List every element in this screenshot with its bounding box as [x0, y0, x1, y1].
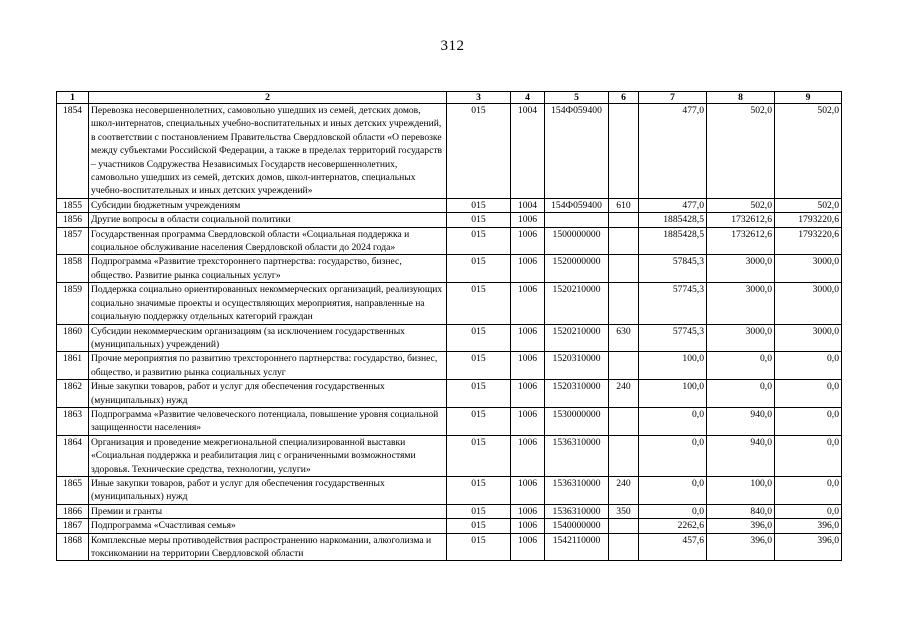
row-amount-8: 100,0	[707, 476, 775, 504]
table-row	[57, 519, 842, 533]
row-number: 1868	[57, 533, 89, 561]
table-row	[57, 407, 842, 435]
row-target-code: 1520310000	[545, 380, 609, 408]
row-section-code: 1006	[511, 213, 545, 227]
row-expense-type	[609, 435, 639, 476]
row-ministry-code: 015	[447, 533, 511, 561]
row-expense-type: 240	[609, 476, 639, 504]
row-number: 1860	[57, 324, 89, 352]
row-number: 1864	[57, 435, 89, 476]
row-section-code: 1006	[511, 352, 545, 380]
row-target-code: 1520210000	[545, 324, 609, 352]
row-amount-7: 477,0	[639, 104, 707, 199]
row-section-code: 1006	[511, 519, 545, 533]
table-row	[57, 476, 842, 504]
row-section-code: 1006	[511, 407, 545, 435]
col-header-6: 6	[609, 92, 639, 104]
row-target-code: 1520000000	[545, 255, 609, 283]
row-name: Другие вопросы в области социальной политики	[89, 213, 447, 227]
row-expense-type	[609, 519, 639, 533]
row-amount-9: 3000,0	[775, 255, 842, 283]
table-row	[57, 352, 842, 380]
table-body	[57, 104, 842, 561]
row-target-code: 1536310000	[545, 476, 609, 504]
row-section-code: 1004	[511, 104, 545, 199]
row-amount-7: 1885428,5	[639, 227, 707, 255]
row-number: 1855	[57, 198, 89, 212]
row-amount-9: 3000,0	[775, 324, 842, 352]
row-ministry-code: 015	[447, 519, 511, 533]
row-number: 1854	[57, 104, 89, 199]
row-number: 1859	[57, 283, 89, 324]
row-name: Комплексные меры противодействия распространению наркомании, алкоголизма и токсикомании на территории Свердловской области	[89, 533, 447, 561]
row-name: Подпрограмма «Счастливая семья»	[89, 519, 447, 533]
table-row	[57, 533, 842, 561]
row-amount-7: 457,6	[639, 533, 707, 561]
col-header-3: 3	[447, 92, 511, 104]
row-ministry-code: 015	[447, 476, 511, 504]
col-header-4: 4	[511, 92, 545, 104]
row-expense-type	[609, 227, 639, 255]
table-row	[57, 283, 842, 324]
row-amount-7: 0,0	[639, 504, 707, 518]
row-name: Государственная программа Свердловской области «Социальная поддержка и социальное обслуживание населения Свердловской области до 2024 года»	[89, 227, 447, 255]
col-header-1: 1	[57, 92, 89, 104]
row-amount-9: 0,0	[775, 407, 842, 435]
row-section-code: 1006	[511, 504, 545, 518]
row-amount-9: 0,0	[775, 380, 842, 408]
table-row	[57, 324, 842, 352]
row-amount-7: 57745,3	[639, 283, 707, 324]
row-amount-8: 1732612,6	[707, 213, 775, 227]
row-amount-9: 396,0	[775, 533, 842, 561]
row-amount-8: 502,0	[707, 198, 775, 212]
row-amount-9: 0,0	[775, 352, 842, 380]
row-amount-9: 0,0	[775, 435, 842, 476]
table-row	[57, 213, 842, 227]
row-amount-8: 3000,0	[707, 283, 775, 324]
row-section-code: 1006	[511, 533, 545, 561]
row-number: 1865	[57, 476, 89, 504]
row-expense-type	[609, 533, 639, 561]
row-expense-type: 610	[609, 198, 639, 212]
row-ministry-code: 015	[447, 283, 511, 324]
row-amount-8: 940,0	[707, 435, 775, 476]
row-number: 1861	[57, 352, 89, 380]
row-name: Премии и гранты	[89, 504, 447, 518]
row-amount-9: 3000,0	[775, 283, 842, 324]
row-amount-8: 502,0	[707, 104, 775, 199]
row-number: 1866	[57, 504, 89, 518]
row-name: Иные закупки товаров, работ и услуг для обеспечения государственных (муниципальных) нужд	[89, 476, 447, 504]
row-expense-type	[609, 255, 639, 283]
row-ministry-code: 015	[447, 227, 511, 255]
row-target-code: 1520210000	[545, 283, 609, 324]
row-amount-7: 0,0	[639, 435, 707, 476]
row-section-code: 1006	[511, 476, 545, 504]
col-header-2: 2	[89, 92, 447, 104]
row-amount-9: 1793220,6	[775, 227, 842, 255]
row-ministry-code: 015	[447, 407, 511, 435]
row-target-code	[545, 213, 609, 227]
row-amount-9: 502,0	[775, 104, 842, 199]
row-target-code: 1530000000	[545, 407, 609, 435]
row-amount-7: 57845,3	[639, 255, 707, 283]
page-number: 312	[440, 38, 465, 54]
row-amount-8: 0,0	[707, 352, 775, 380]
row-target-code: 154Ф059400	[545, 104, 609, 199]
row-amount-7: 1885428,5	[639, 213, 707, 227]
row-amount-7: 2262,6	[639, 519, 707, 533]
row-expense-type	[609, 352, 639, 380]
row-ministry-code: 015	[447, 213, 511, 227]
row-name: Подпрограмма «Развитие трехстороннего партнерства: государство, бизнес, общество. Развитие рынка социальных услуг»	[89, 255, 447, 283]
table-row	[57, 435, 842, 476]
row-amount-8: 0,0	[707, 380, 775, 408]
row-section-code: 1006	[511, 380, 545, 408]
row-amount-8: 3000,0	[707, 255, 775, 283]
row-amount-9: 0,0	[775, 476, 842, 504]
row-expense-type	[609, 104, 639, 199]
row-target-code: 1540000000	[545, 519, 609, 533]
row-amount-8: 940,0	[707, 407, 775, 435]
row-name: Подпрограмма «Развитие человеческого потенциала, повышение уровня социальной защищенности населения»	[89, 407, 447, 435]
table-row	[57, 198, 842, 212]
row-ministry-code: 015	[447, 198, 511, 212]
row-number: 1856	[57, 213, 89, 227]
table-row	[57, 255, 842, 283]
row-section-code: 1006	[511, 324, 545, 352]
row-amount-7: 0,0	[639, 476, 707, 504]
row-target-code: 1500000000	[545, 227, 609, 255]
row-number: 1858	[57, 255, 89, 283]
row-amount-7: 57745,3	[639, 324, 707, 352]
row-name: Организация и проведение межрегиональной специализированной выставки «Социальная поддержка и реабилитация лиц с ограниченными возможностями здоровья. Технические средства, технологии, услуги»	[89, 435, 447, 476]
row-target-code: 1542110000	[545, 533, 609, 561]
row-amount-9: 0,0	[775, 504, 842, 518]
row-number: 1863	[57, 407, 89, 435]
row-ministry-code: 015	[447, 255, 511, 283]
row-amount-9: 502,0	[775, 198, 842, 212]
row-number: 1867	[57, 519, 89, 533]
row-ministry-code: 015	[447, 380, 511, 408]
row-section-code: 1006	[511, 227, 545, 255]
row-name: Перевозка несовершеннолетних, самовольно ушедших из семей, детских домов, школ-интернатов, специальных учебно-воспитательных и иных детских учреждений, в соответствии с постановлением Правительства Свердловской области «О перевозке между субъектами Российской Федерации, а также в пределах территорий государств – участников Содружества Независимых Государств несовершеннолетних, самовольно ушедших из семей, детских домов, школ-интернатов, специальных учебно-воспитательных и иных детских учреждений»	[89, 104, 447, 199]
row-name: Иные закупки товаров, работ и услуг для обеспечения государственных (муниципальных) нужд	[89, 380, 447, 408]
row-amount-9: 1793220,6	[775, 213, 842, 227]
table-row	[57, 504, 842, 518]
row-ministry-code: 015	[447, 352, 511, 380]
row-target-code: 1520310000	[545, 352, 609, 380]
row-expense-type: 630	[609, 324, 639, 352]
row-expense-type	[609, 283, 639, 324]
table-row	[57, 380, 842, 408]
row-target-code: 1536310000	[545, 504, 609, 518]
row-section-code: 1006	[511, 283, 545, 324]
row-amount-7: 100,0	[639, 380, 707, 408]
row-section-code: 1006	[511, 255, 545, 283]
row-name: Субсидии бюджетным учреждениям	[89, 198, 447, 212]
row-expense-type: 240	[609, 380, 639, 408]
row-target-code: 1536310000	[545, 435, 609, 476]
row-amount-7: 100,0	[639, 352, 707, 380]
col-header-8: 8	[707, 92, 775, 104]
row-expense-type	[609, 407, 639, 435]
row-amount-8: 396,0	[707, 519, 775, 533]
row-name: Субсидии некоммерческим организациям (за исключением государственных (муниципальных) учреждений)	[89, 324, 447, 352]
row-section-code: 1006	[511, 435, 545, 476]
row-amount-8: 3000,0	[707, 324, 775, 352]
row-amount-8: 840,0	[707, 504, 775, 518]
col-header-5: 5	[545, 92, 609, 104]
col-header-9: 9	[775, 92, 842, 104]
row-ministry-code: 015	[447, 324, 511, 352]
row-number: 1862	[57, 380, 89, 408]
row-expense-type: 350	[609, 504, 639, 518]
row-ministry-code: 015	[447, 104, 511, 199]
row-amount-9: 396,0	[775, 519, 842, 533]
budget-table	[56, 91, 842, 561]
table-row	[57, 104, 842, 199]
row-ministry-code: 015	[447, 435, 511, 476]
header-row	[57, 92, 842, 104]
row-amount-8: 1732612,6	[707, 227, 775, 255]
col-header-7: 7	[639, 92, 707, 104]
row-name: Поддержка социально ориентированных некоммерческих организаций, реализующих социально значимые проекты и осуществляющих мероприятия, направленные на социальную поддержку отдельных категорий граждан	[89, 283, 447, 324]
row-name: Прочие мероприятия по развитию трехстороннего партнерства: государство, бизнес, общество, и развитию рынка социальных услуг	[89, 352, 447, 380]
row-number: 1857	[57, 227, 89, 255]
row-expense-type	[609, 213, 639, 227]
row-amount-8: 396,0	[707, 533, 775, 561]
row-target-code: 154Ф059400	[545, 198, 609, 212]
table-row	[57, 227, 842, 255]
row-section-code: 1004	[511, 198, 545, 212]
row-amount-7: 477,0	[639, 198, 707, 212]
row-ministry-code: 015	[447, 504, 511, 518]
row-amount-7: 0,0	[639, 407, 707, 435]
